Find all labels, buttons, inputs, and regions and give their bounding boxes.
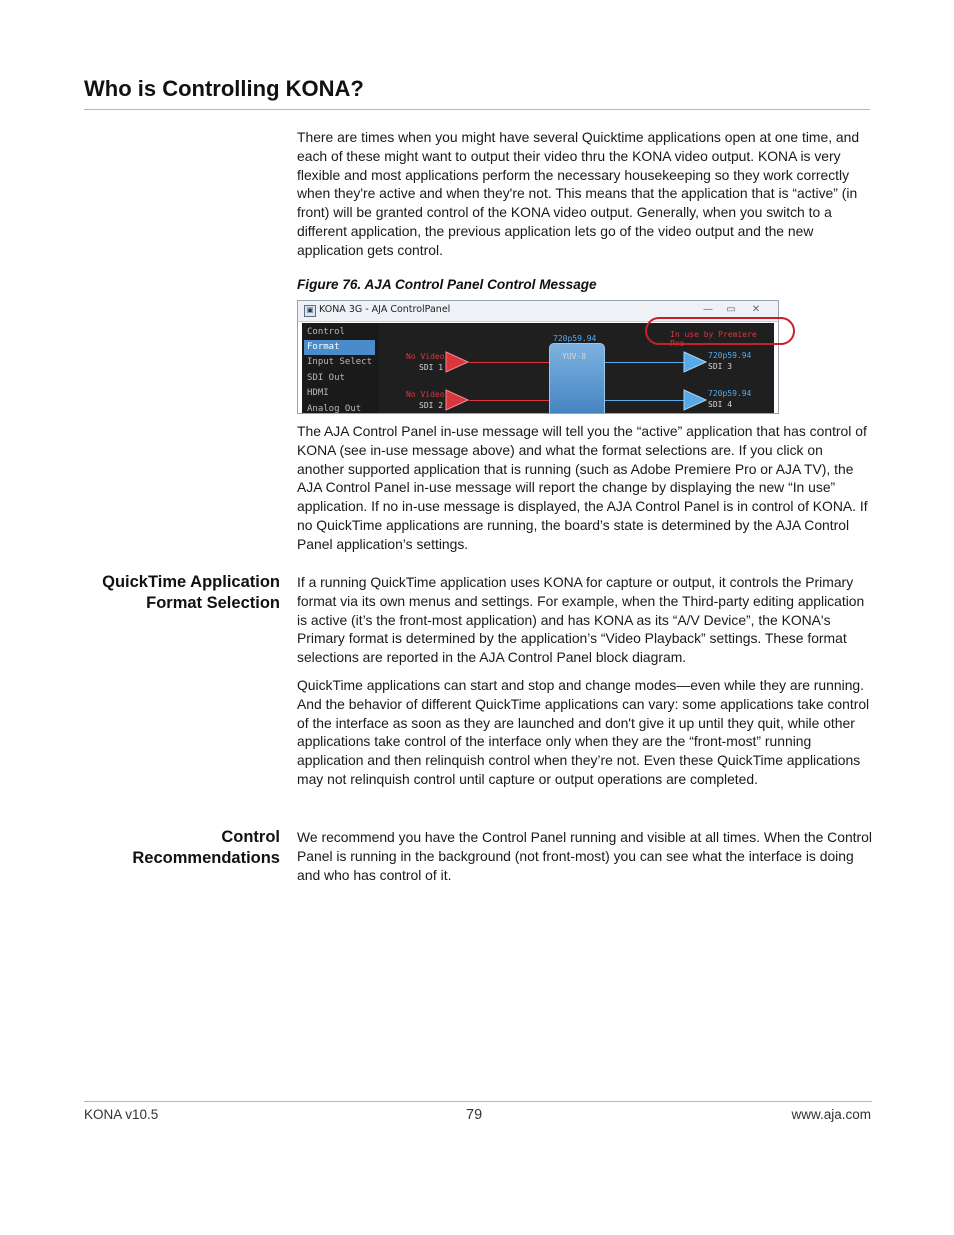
- yuv-block-label: YUV-8: [562, 352, 587, 361]
- footer-rule: [84, 1101, 872, 1102]
- input-1-status: No Video: [406, 352, 445, 361]
- input-2-status: No Video: [406, 390, 445, 399]
- nav-item-sdi-out: SDI Out: [307, 373, 345, 383]
- heading-line: Format Selection: [146, 593, 280, 612]
- output-2-format: 720p59.94: [708, 389, 752, 398]
- nav-item-input-select: Input Select: [307, 357, 373, 367]
- section-heading-quicktime-format: [60, 572, 280, 613]
- center-format-label: 720p59.94: [553, 334, 597, 343]
- page-title: Who is Controlling KONA?: [84, 76, 364, 101]
- input-1-name: SDI 1: [419, 363, 444, 372]
- output-arrow-1-icon: [683, 351, 707, 373]
- footer-product: KONA v10.5: [84, 1107, 159, 1122]
- input-line-2: [469, 400, 549, 401]
- output-line-1: [603, 362, 693, 363]
- maximize-icon: ▭: [726, 304, 736, 315]
- section-heading-control-recommendations: [60, 827, 280, 868]
- nav-item-analog-out: Analog Out: [307, 404, 362, 414]
- output-line-2: [603, 400, 693, 401]
- input-arrow-2-icon: [445, 389, 469, 411]
- window-title: KONA 3G - AJA ControlPanel: [319, 304, 451, 315]
- output-1-name: SDI 3: [708, 362, 733, 371]
- quicktime-paragraph-1: If a running QuickTime application uses KONA for capture or output, it controls the Primary format via its own menus and settings. For example, when the Third-party editing application is active (it’s the front-most application) and has KONA as its “A/V Device”, the KONA's Primary format is determined by the application’s “Video Playback” settings. These format selections are reported in the AJA Control Panel block diagram.: [297, 574, 865, 666]
- footer-website: www.aja.com: [791, 1107, 871, 1122]
- input-arrow-1-icon: [445, 351, 469, 373]
- input-line-1: [469, 362, 549, 363]
- figure-paragraph: The AJA Control Panel in-use message will tell you the “active” application that has control of KONA (see in-use message above) and what the format selections are. If you click on another supported application that is running (such as Adobe Premiere Pro or AJA TV), the AJA Control Panel in-use message will report the change by displaying the new “In use” application. If no in-use message is displayed, the AJA Control Panel is in control of KONA. If no QuickTime applications are running, the board’s state is determined by the AJA Control Panel application’s settings.: [297, 423, 868, 552]
- nav-item-format: Format: [304, 340, 375, 355]
- footer-page-number: 79: [466, 1107, 483, 1123]
- intro-paragraph: There are times when you might have several Quicktime applications open at one time, and each of these might want to output their video thru the KONA video output. KONA is very flexible and most applications perform the necessary housekeeping so they work correctly when they're active and when they're not. This means that the application that is “active” (in front) will be granted control of the KONA video output. Generally, when you switch to a different application, the previous application lets go of the video output and the new application gets control.: [297, 129, 860, 258]
- close-icon: ✕: [751, 304, 761, 315]
- output-2-name: SDI 4: [708, 400, 733, 409]
- in-use-highlight-ellipse: [645, 317, 795, 345]
- heading-line: Control: [221, 828, 280, 846]
- output-1-format: 720p59.94: [708, 351, 752, 360]
- minimize-icon: —: [703, 304, 713, 315]
- app-icon: ▣: [304, 305, 316, 317]
- output-arrow-2-icon: [683, 389, 707, 411]
- nav-item-hdmi: HDMI: [307, 388, 329, 398]
- heading-line: QuickTime Application: [102, 573, 280, 591]
- figure-caption: Figure 76. AJA Control Panel Control Message: [297, 277, 597, 292]
- nav-item-control: Control: [307, 327, 345, 337]
- heading-line: Recommendations: [132, 848, 280, 867]
- title-rule: [84, 109, 870, 110]
- in-use-message: In use by Premiere Pro: [670, 330, 757, 348]
- input-2-name: SDI 2: [419, 401, 444, 410]
- quicktime-paragraph-2: QuickTime applications can start and stop and change modes—even while they are running. And the behavior of different QuickTime applications can vary: some applications take control of the interface as soon as they are launched and don't give it up until they quit, while other applications take control of the interface only when they are the “front-most” running application and then relinquish control when they’re not. Even these QuickTime applications may not relinquish control until capture or output operations are completed.: [297, 677, 870, 787]
- control-recommendations-paragraph: We recommend you have the Control Panel running and visible at all times. When the Control Panel is running in the background (not front-most) you can see what the interface is doing and who has control of it.: [297, 829, 872, 883]
